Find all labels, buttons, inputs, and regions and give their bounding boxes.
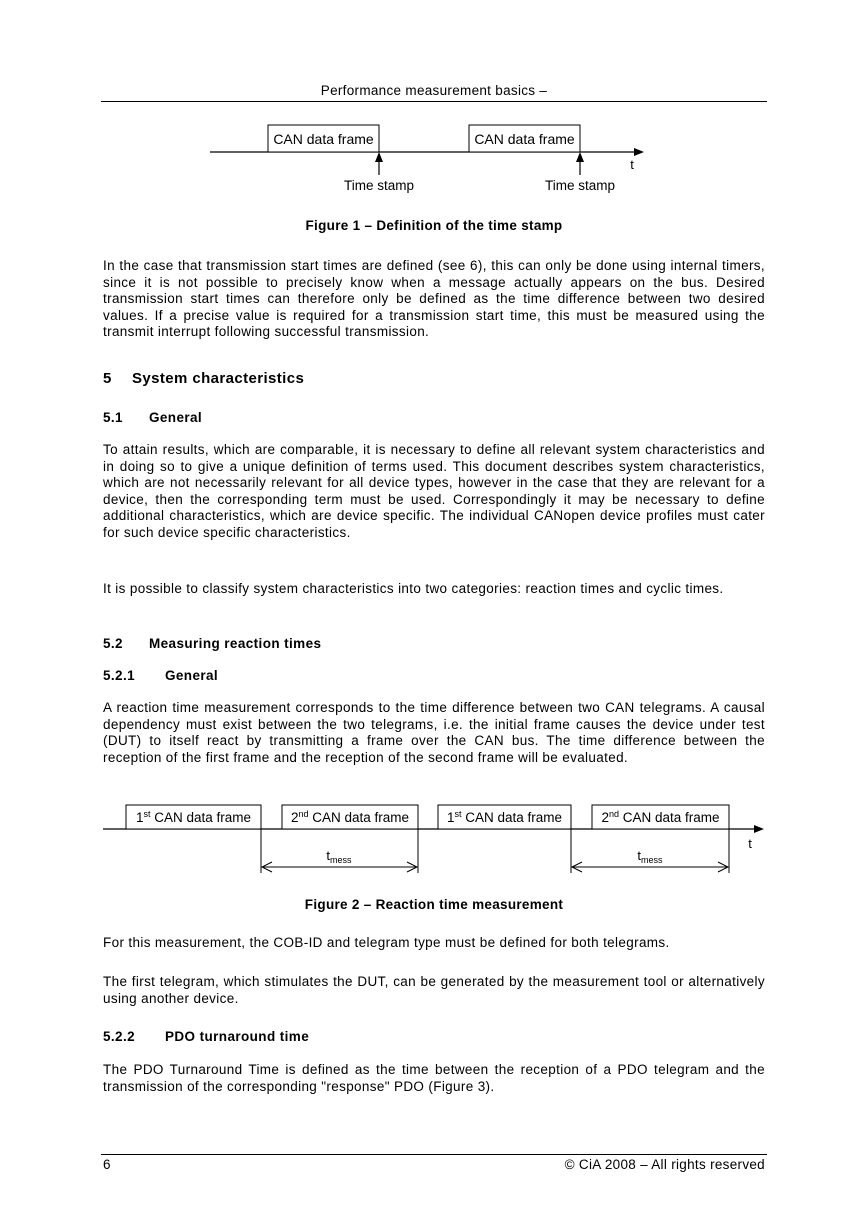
section-5-2-1-heading — [103, 668, 218, 683]
header-rule — [101, 101, 767, 102]
page-number: 6 — [103, 1157, 111, 1172]
t-mess-label-2: $t_{mess}$ — [637, 848, 663, 865]
time-stamp-label-1: Time stamp — [343, 178, 415, 193]
can-frame-label-2: CAN data frame — [474, 131, 575, 147]
section-title: General — [165, 668, 219, 683]
section-number: 5.1 — [103, 410, 123, 425]
time-axis-label: t — [748, 836, 752, 851]
copyright-notice: © CiA 2008 – All rights reserved — [564, 1157, 765, 1172]
timeline-arrowhead — [634, 148, 644, 156]
frame-label-2: 2nd CAN data frame — [290, 809, 410, 825]
paragraph-first-telegram: The first telegram, which stimulates the DUT, can be generated by the measurement tool or alternatively using another device. — [103, 974, 765, 1006]
time-stamp-arrow-2 — [576, 152, 584, 162]
frame-label-1: 1st CAN data frame — [135, 809, 252, 825]
figure-1-caption: Figure 1 – Definition of the time stamp — [305, 218, 563, 233]
section-title: Measuring reaction times — [149, 636, 322, 651]
paragraph-cob-id: For this measurement, the COB-ID and telegram type must be defined for both telegrams. — [103, 935, 670, 950]
frame-label-4: 2nd CAN data frame — [601, 809, 720, 825]
section-title: General — [149, 410, 203, 425]
frame-label-3: 1st CAN data frame — [446, 809, 563, 825]
time-stamp-arrow-1 — [375, 152, 383, 162]
figure-2-diagram — [0, 795, 868, 880]
section-5-2-2-heading — [103, 1029, 309, 1044]
page-header-title: Performance measurement basics – — [320, 83, 548, 98]
figure-1-diagram — [0, 115, 868, 200]
section-number: 5.2.2 — [103, 1029, 136, 1044]
paragraph-reaction-time: A reaction time measurement corresponds to the time difference between two CAN telegrams. A causal dependency must exist between the two telegrams, i.e. the initial frame causes the device under test (DUT) to itself react by transmitting a frame over the CAN bus. The time difference between the reception of the first frame and the reception of the second frame will be evaluated. — [103, 700, 765, 765]
figure-2-caption: Figure 2 – Reaction time measurement — [304, 897, 564, 912]
t-mess-label-1: $t_{mess}$ — [326, 848, 352, 865]
time-stamp-label-2: Time stamp — [544, 178, 616, 193]
section-number: 5.2.1 — [103, 668, 136, 683]
paragraph-timestamp: In the case that transmission start times are defined (see 6), this can only be done using internal timers, since it is not possible to precisely know when a message actually appears on the bus. Desired transmission start times can therefore only be defined as the time difference between two desired values. If a precise value is required for a transmission start time, this must be measured using the transmit interrupt following successful transmission. — [103, 258, 765, 340]
section-5-heading — [103, 370, 304, 387]
section-title: PDO turnaround time — [165, 1029, 310, 1044]
paragraph-general-1: To attain results, which are comparable, it is necessary to define all relevant system characteristics and in doing so to give a unique definition of terms used. This document describes system characteristics, which are not necessarily relevant for all device types, however in the case that they are relevant for a device, then the corresponding term must be used. Correspondingly it may be necessary to define additional characteristics, which are device specific. The individual CANopen device profiles must cater for such device specific characteristics. — [103, 442, 765, 540]
section-5-2-heading — [103, 636, 321, 651]
paragraph-general-2: It is possible to classify system characteristics into two categories: reaction times and cyclic times. — [103, 581, 724, 596]
paragraph-pdo-turnaround: The PDO Turnaround Time is defined as the time between the reception of a PDO telegram and the transmission of the corresponding "response" PDO (Figure 3). — [103, 1062, 765, 1094]
timeline-arrowhead — [754, 825, 764, 833]
time-axis-label: t — [630, 157, 634, 172]
section-number: 5.2 — [103, 636, 123, 651]
section-title: System characteristics — [132, 370, 305, 387]
can-frame-label-1: CAN data frame — [273, 131, 374, 147]
footer-rule — [101, 1154, 767, 1155]
section-5-1-heading — [103, 410, 202, 425]
section-number: 5 — [103, 370, 112, 387]
